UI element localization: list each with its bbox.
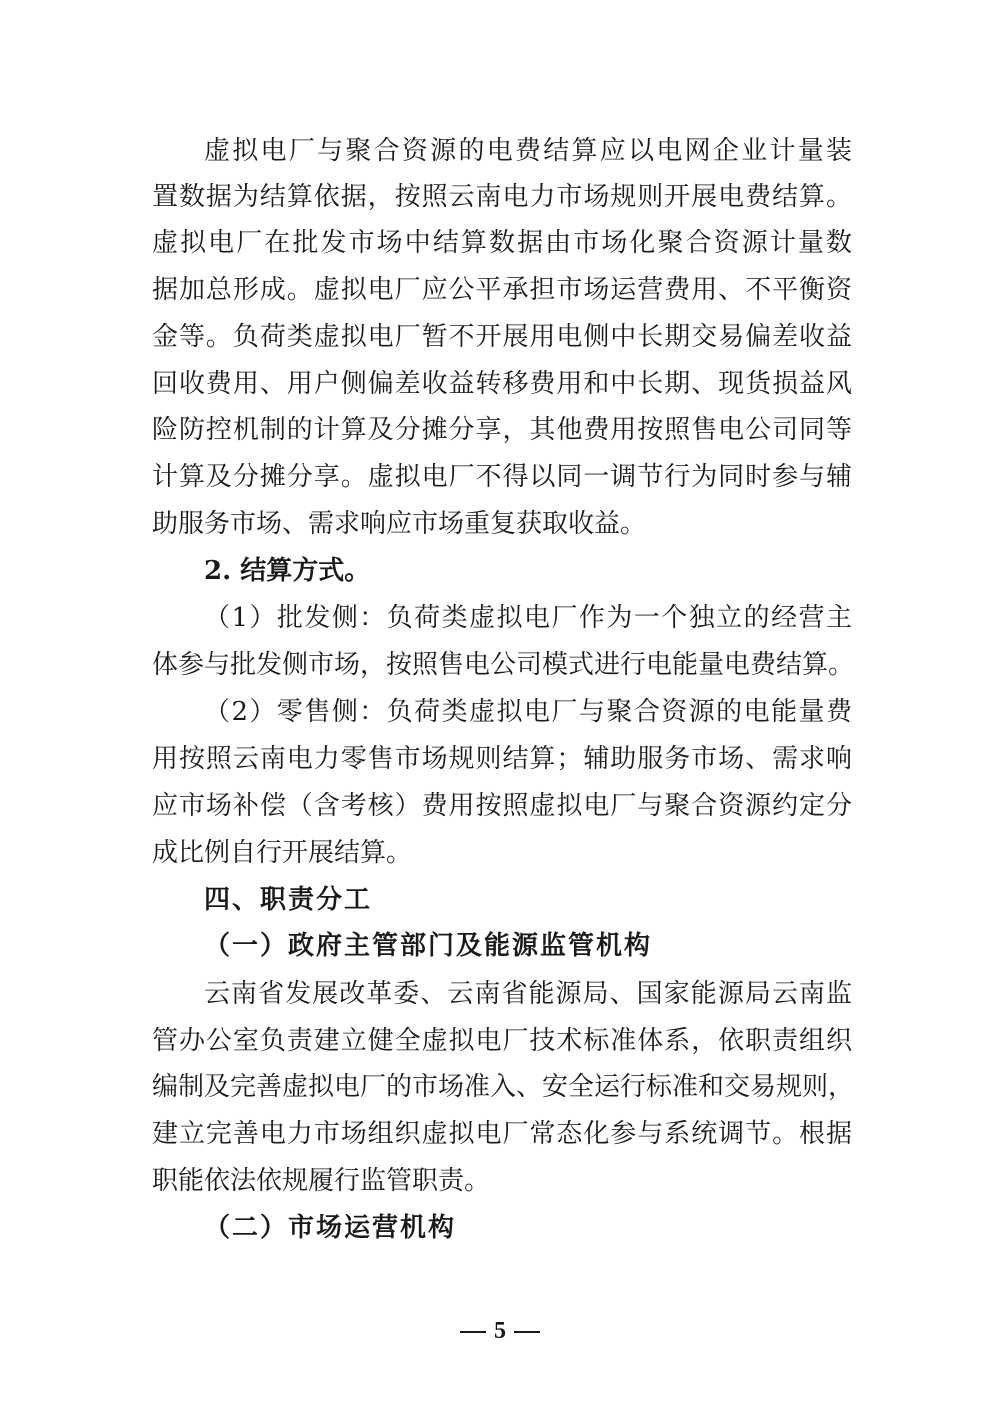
paragraph-line: 回收费用、用户侧偏差收益转移费用和中长期、现货损益风: [152, 369, 852, 399]
subsection-heading: （二）市场运营机构: [204, 1213, 457, 1243]
paragraph-line: 置数据为结算依据，按照云南电力市场规则开展电费结算。: [152, 182, 852, 212]
paragraph-line: （2）零售侧：负荷类虚拟电厂与聚合资源的电能量费: [204, 697, 852, 727]
paragraph-line: 成比例自行开展结算。: [152, 838, 413, 868]
paragraph-line: 虚拟电厂与聚合资源的电费结算应以电网企业计量装: [204, 136, 852, 166]
paragraph-line: 应市场补偿（含考核）费用按照虚拟电厂与聚合资源约定分: [152, 791, 852, 821]
dash-right: [514, 1331, 540, 1333]
paragraph-line: 用按照云南电力零售市场规则结算；辅助服务市场、需求响: [152, 744, 852, 774]
paragraph-line: 云南省发展改革委、云南省能源局、国家能源局云南监: [204, 979, 852, 1009]
paragraph-line: 助服务市场、需求响应市场重复获取收益。: [152, 509, 647, 539]
page-number-value: 5: [494, 1318, 506, 1344]
paragraph-line: 编制及完善虚拟电厂的市场准入、安全运行标准和交易规则，: [152, 1072, 855, 1102]
dash-left: [460, 1331, 486, 1333]
paragraph-line: 计算及分摊分享。虚拟电厂不得以同一调节行为同时参与辅: [152, 462, 852, 492]
paragraph-line: 金等。负荷类虚拟电厂暂不开展用电侧中长期交易偏差收益: [152, 322, 852, 352]
section-heading: 四、职责分工: [204, 885, 373, 915]
page-number: [0, 1318, 1000, 1345]
paragraph-line: （1）批发侧：负荷类虚拟电厂作为一个独立的经营主: [204, 603, 852, 633]
paragraph-line: 建立完善电力市场组织虚拟电厂常态化参与系统调节。根据: [152, 1119, 852, 1149]
paragraph-line: 据加总形成。虚拟电厂应公平承担市场运营费用、不平衡资: [152, 275, 852, 305]
paragraph-line: 险防控机制的计算及分摊分享，其他费用按照售电公司同等: [152, 415, 852, 445]
paragraph-line: 职能依法依规履行监管职责。: [152, 1166, 491, 1196]
subsection-heading: （一）政府主管部门及能源监管机构: [204, 931, 653, 961]
paragraph-line: 体参与批发侧市场，按照售电公司模式进行电能量电费结算。: [152, 650, 855, 680]
paragraph-line: 虚拟电厂在批发市场中结算数据由市场化聚合资源计量数: [152, 228, 852, 258]
paragraph-line: 管办公室负责建立健全虚拟电厂技术标准体系，依职责组织: [152, 1026, 852, 1056]
settlement-method-heading: 2. 结算方式。: [204, 556, 371, 586]
